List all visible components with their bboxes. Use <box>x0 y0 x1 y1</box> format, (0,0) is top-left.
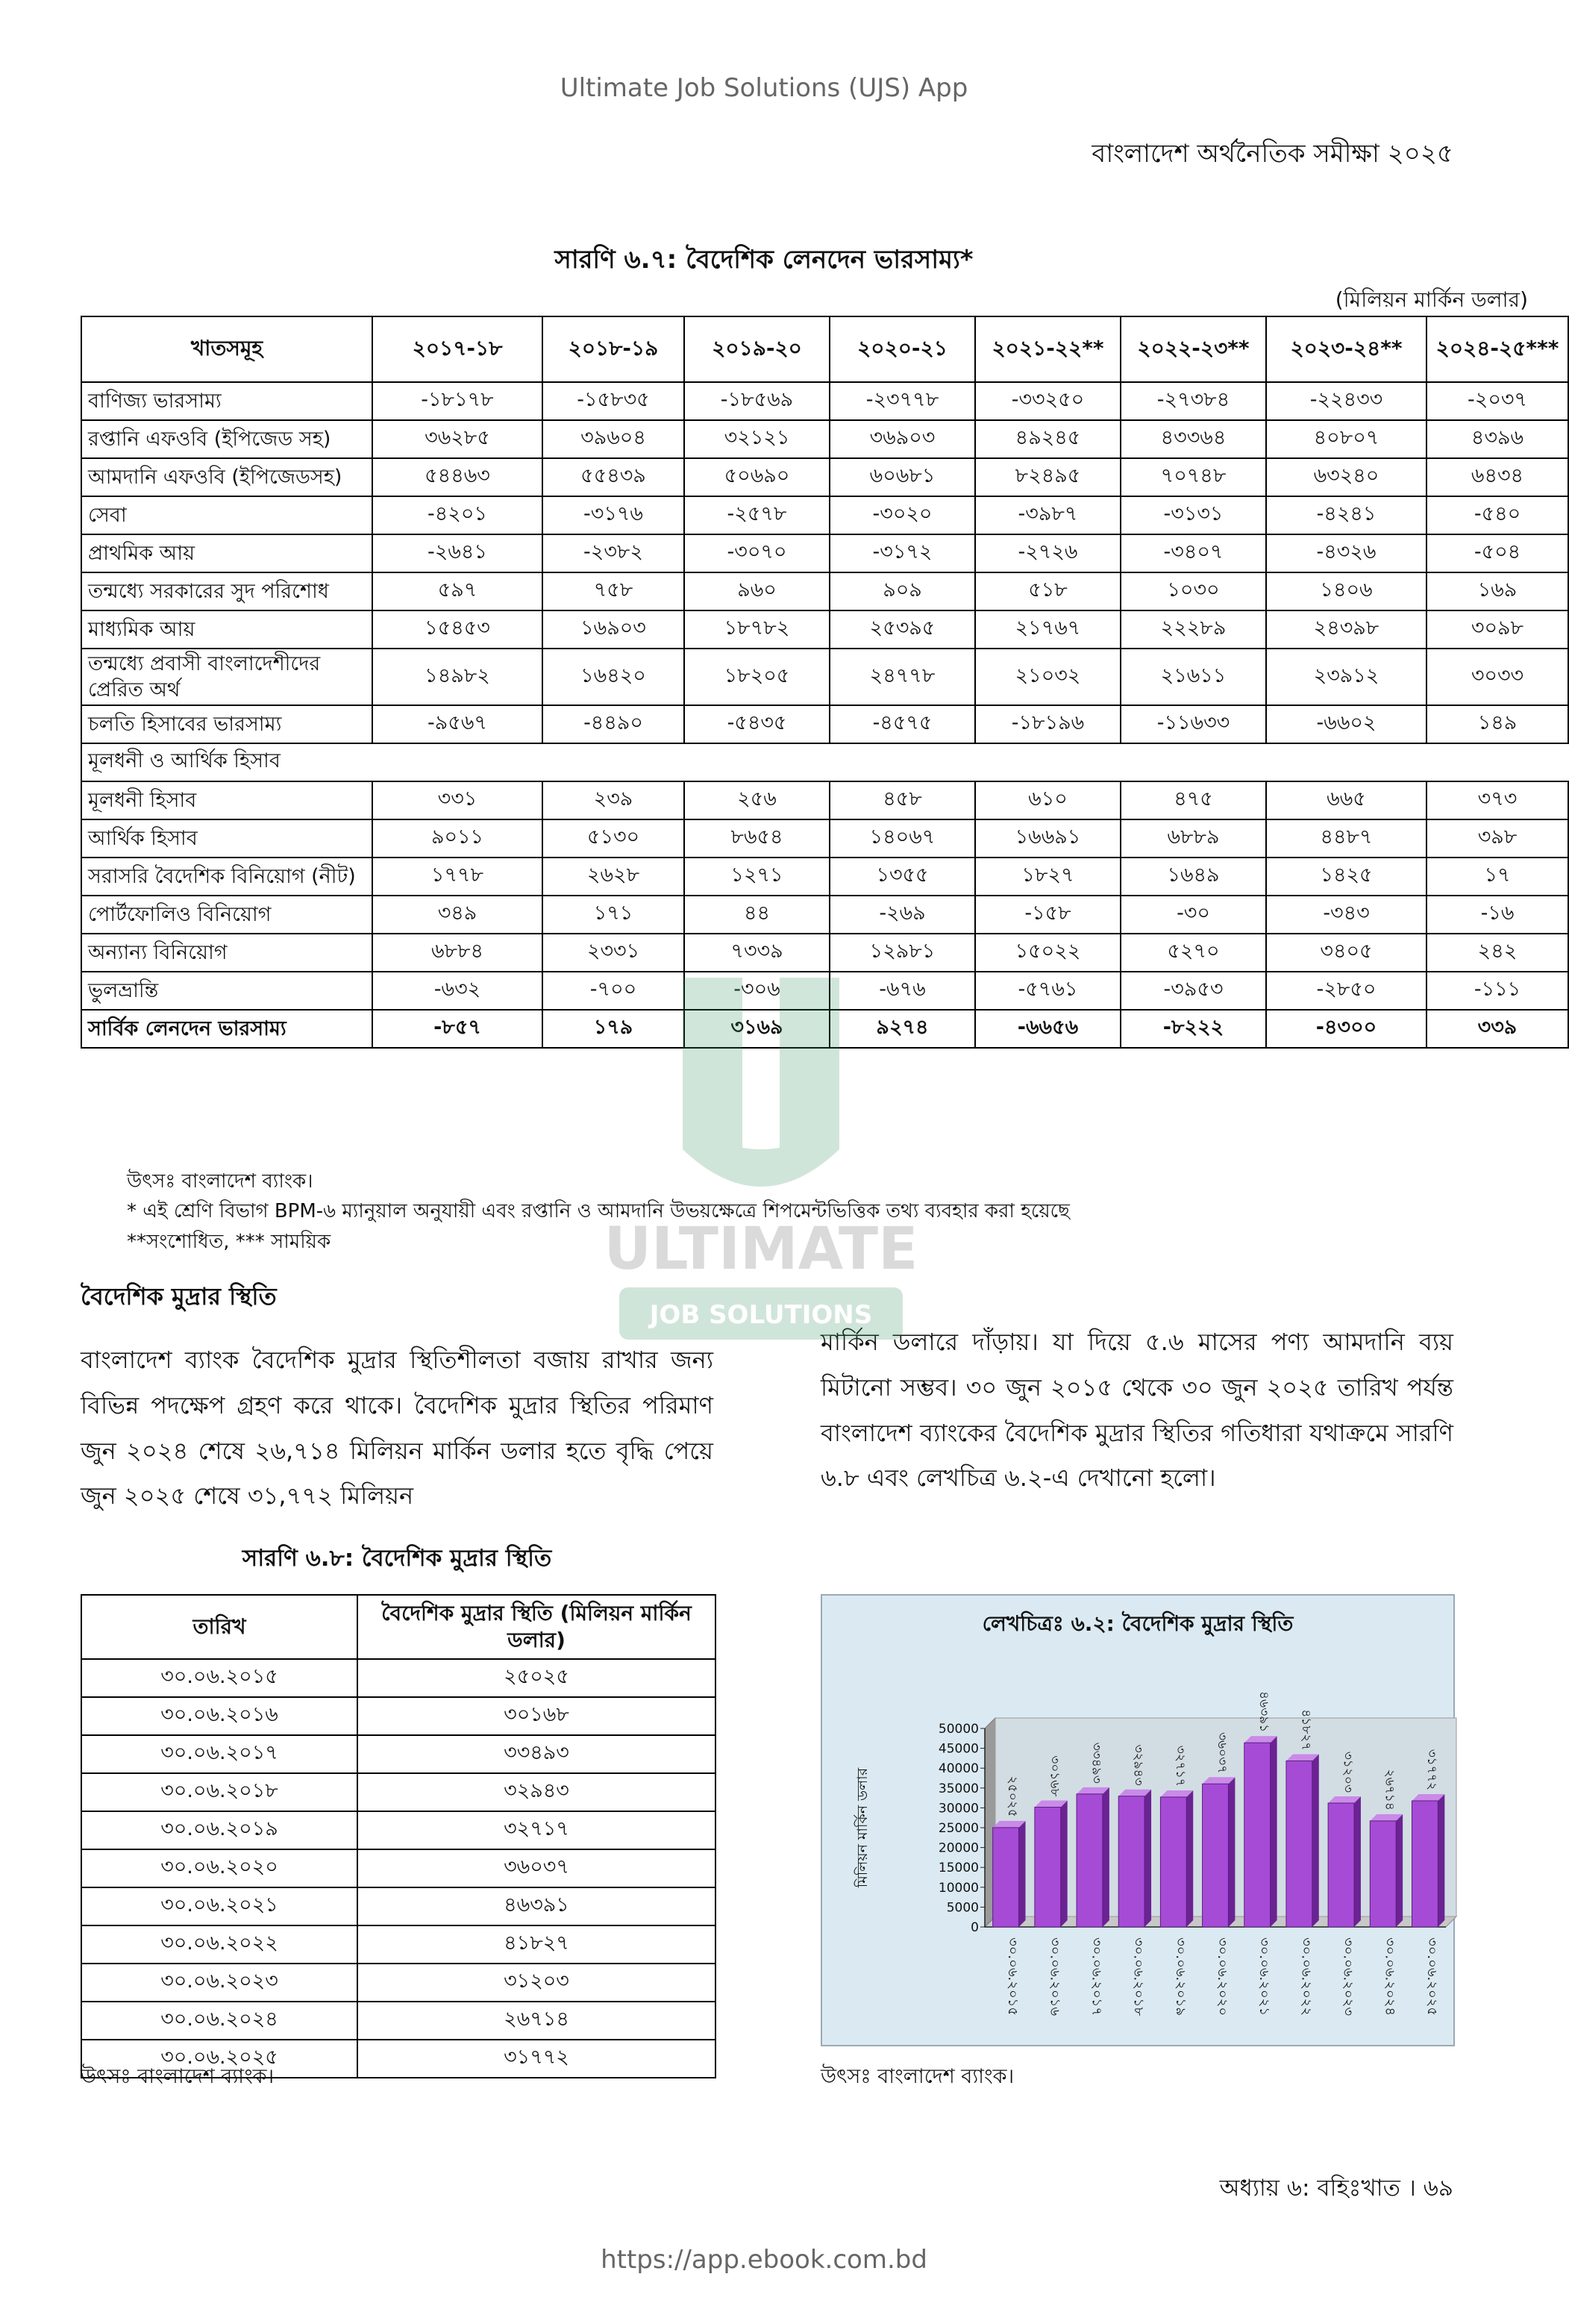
table-cell: ২৪২ <box>1426 934 1568 972</box>
table-header-row <box>81 316 1568 382</box>
x-tick-label: ৩০.০৬.২০২৪ <box>1382 1937 1398 2017</box>
table-cell: ৩১৬৯ <box>684 1010 830 1048</box>
chart-source: উৎসঃ বাংলাদেশ ব্যাংক। <box>821 2065 1015 2088</box>
table-cell: -৩৯৫৩ <box>1121 972 1266 1010</box>
data-label: ৩৩৪৯৩ <box>1089 1742 1104 1784</box>
source-note: উৎসঃ বাংলাদেশ ব্যাংক। <box>127 1170 313 1193</box>
column-header: ২০১৭-১৮ <box>372 316 542 382</box>
data-label: ২৬৭১৪ <box>1382 1769 1397 1811</box>
reserve-cell: ৩১৭৭২ <box>357 2040 715 2078</box>
table-cell: ৫৫৪৩৯ <box>542 458 684 496</box>
table-cell: ৪৩৯৬ <box>1426 420 1568 458</box>
bar-side <box>1186 1790 1193 1927</box>
x-tick-label: ৩০.০৬.২০২২ <box>1298 1937 1315 2017</box>
table-row <box>81 934 1568 972</box>
table-cell: ৩৯৮ <box>1426 819 1568 858</box>
column-header: খাতসমূহ <box>81 316 372 382</box>
table-6-8-title: সারণি ৬.৮: বৈদেশিক মুদ্রার স্থিতি <box>242 1545 552 1572</box>
table-row <box>81 610 1568 649</box>
table-cell: -৮৫৭ <box>372 1010 542 1048</box>
paragraph-right: মার্কিন ডলারে দাঁড়ায়। যা দিয়ে ৫.৬ মাসের পণ্য আমদানি ব্যয় মিটানো সম্ভব। ৩০ জুন ২০১৫ থেকে ৩০ জুন ২০২৫ তারিখ পর্যন্ত বাংলাদেশ ব্যাংকের বৈদেশিক মুদ্রার স্থিতির গতিধারা যথাক্রমে সারণি ৬.৮ এবং লেখচিত্র ৬.২-এ দেখানো হলো। <box>821 1328 1453 1493</box>
bar <box>1370 1821 1396 1927</box>
table-cell: -৩৪৩ <box>1266 896 1426 934</box>
table-cell: ৫১৩০ <box>542 819 684 858</box>
row-label: তন্মধ্যে প্রবাসী বাংলাদেশীদের প্রেরিত অর্থ <box>81 649 372 705</box>
column-header: ২০২৩-২৪** <box>1266 316 1426 382</box>
table-cell: ৭৫৮ <box>542 572 684 610</box>
table-cell: -৭০০ <box>542 972 684 1010</box>
app-title: Ultimate Job Solutions (UJS) App <box>560 73 968 103</box>
reserve-cell: ৪৬৩৯১ <box>357 1887 715 1925</box>
table-cell: -৬৩২ <box>372 972 542 1010</box>
watermark-text: ULTIMATE <box>604 1216 918 1283</box>
table-cell: ৩৭৩ <box>1426 781 1568 819</box>
date-cell: ৩০.০৬.২০১৮ <box>81 1773 357 1811</box>
y-tick-label: 20000 <box>938 1840 979 1856</box>
table-cell: -৩১৭৬ <box>542 496 684 534</box>
table-6-7-unit: (মিলিয়ন মার্কিন ডলার) <box>1335 287 1528 312</box>
table-cell: ১৭৭৮ <box>372 858 542 896</box>
table-cell: ১২৭১ <box>684 858 830 896</box>
table-cell: ৯০১১ <box>372 819 542 858</box>
row-label: সেবা <box>81 496 372 534</box>
data-label: ৪১৮২৭ <box>1298 1709 1314 1751</box>
table-cell: ৬৩২৪০ <box>1266 458 1426 496</box>
reserve-cell: ৩০১৬৮ <box>357 1697 715 1735</box>
column-header: ২০২৪-২৫*** <box>1426 316 1568 382</box>
y-tick-label: 15000 <box>938 1861 979 1876</box>
table-cell: -৪৪৯০ <box>542 705 684 743</box>
table-cell: -৯৫৬৭ <box>372 705 542 743</box>
bar <box>1077 1794 1103 1927</box>
y-tick-label: 30000 <box>938 1801 979 1817</box>
table-cell: -৪৫৭৫ <box>830 705 975 743</box>
bar <box>1035 1808 1061 1927</box>
table-cell: -৩৩২৫০ <box>975 382 1121 420</box>
table-cell: ৬৪৩৪ <box>1426 458 1568 496</box>
y-tick-label: 5000 <box>946 1900 979 1916</box>
table-row <box>81 534 1568 572</box>
table-cell: ৪৫৮ <box>830 781 975 819</box>
table-cell: ৪০৮০৭ <box>1266 420 1426 458</box>
table-cell: -৪৩০০ <box>1266 1010 1426 1048</box>
y-tick-label: 40000 <box>938 1761 979 1777</box>
foreign-reserve-table <box>81 1594 716 2078</box>
table-cell: ৩৪০৫ <box>1266 934 1426 972</box>
table-cell: ১৮৭৮২ <box>684 610 830 649</box>
table-cell: ২৫৬ <box>684 781 830 819</box>
data-label: ৩০১৬৮ <box>1047 1755 1062 1797</box>
row-label: আমদানি এফওবি (ইপিজেডসহ) <box>81 458 372 496</box>
table-cell: ১৭৯ <box>542 1010 684 1048</box>
table-cell: ৬৮৮৯ <box>1121 819 1266 858</box>
x-tick-label: ৩০.০৬.২০১৮ <box>1130 1937 1147 2017</box>
table-cell: ৪৯২৪৫ <box>975 420 1121 458</box>
table-cell: ২৬২৮ <box>542 858 684 896</box>
table-6-7-notes <box>127 1166 1070 1257</box>
table-cell: -২২৪৩৩ <box>1266 382 1426 420</box>
bar <box>1412 1801 1438 1927</box>
balance-of-payments-table <box>81 316 1569 1049</box>
bar <box>1244 1743 1271 1927</box>
table-6-8-source: উৎসঃ বাংলাদেশ ব্যাংক। <box>81 2065 275 2088</box>
row-label: পোর্টফোলিও বিনিয়োগ <box>81 896 372 934</box>
y-tick-label: 10000 <box>938 1880 979 1896</box>
table-cell: -১৮১৯৬ <box>975 705 1121 743</box>
table-cell: -৫৪৩৫ <box>684 705 830 743</box>
table-cell: -৩০৬ <box>684 972 830 1010</box>
data-label: ৩২৯৪৩ <box>1130 1744 1146 1786</box>
table-cell: ৪৪৮৭ <box>1266 819 1426 858</box>
reserve-cell: ৪১৮২৭ <box>357 1925 715 1964</box>
x-tick-label: ৩০.০৬.২০১৬ <box>1047 1937 1063 2017</box>
x-tick-label: ৩০.০৬.২০২০ <box>1215 1937 1230 2017</box>
table-cell: ৯২৭৪ <box>830 1010 975 1048</box>
table-cell: -৩১৭২ <box>830 534 975 572</box>
row-label: আর্থিক হিসাব <box>81 819 372 858</box>
data-label: ৪৬৩৯১ <box>1256 1690 1272 1733</box>
row-label: বাণিজ্য ভারসাম্য <box>81 382 372 420</box>
table-cell: ১০৩০ <box>1121 572 1266 610</box>
table-row <box>81 458 1568 496</box>
data-label: ২৫০২৫ <box>1005 1775 1021 1817</box>
table-cell: -৩০৭০ <box>684 534 830 572</box>
table-row <box>81 1659 715 1697</box>
methodology-note: * এই শ্রেণি বিভাগ BPM-৬ ম্যানুয়াল অনুযায়ী এবং রপ্তানি ও আমদানি উভয়ক্ষেত্রে শিপমেন্টভিত্তিক তথ্য ব্যবহার করা হয়েছে <box>127 1200 1070 1223</box>
table-cell: ৩০৩৩ <box>1426 649 1568 705</box>
table-cell: -৩০ <box>1121 896 1266 934</box>
table-cell: -১৮১৭৮ <box>372 382 542 420</box>
table-cell: -২০৩৭ <box>1426 382 1568 420</box>
table-cell: ৬১০ <box>975 781 1121 819</box>
table-cell: ১৪০৬৭ <box>830 819 975 858</box>
page-footer: অধ্যায় ৬: বহিঃখাত । ৬৯ <box>1219 2175 1453 2202</box>
table-header-row <box>81 1595 715 1659</box>
table-cell: ৩৩১ <box>372 781 542 819</box>
table-cell: ৩৪৯ <box>372 896 542 934</box>
table-cell: ২৩৯ <box>542 781 684 819</box>
column-header: ২০১৮-১৯ <box>542 316 684 382</box>
table-cell: ২২২৮৯ <box>1121 610 1266 649</box>
table-cell: -৬৬০২ <box>1266 705 1426 743</box>
table-row <box>81 649 1568 705</box>
table-row <box>81 1697 715 1735</box>
table-cell: ৫৯৭ <box>372 572 542 610</box>
table-cell: ১৬৪২০ <box>542 649 684 705</box>
table-cell: -৫৭৬১ <box>975 972 1121 1010</box>
row-label: মূলধনী ও আর্থিক হিসাব <box>81 743 1568 781</box>
data-label: ৩২৭১৭ <box>1172 1745 1188 1787</box>
table-cell: -১৫৮৩৫ <box>542 382 684 420</box>
bar <box>1118 1796 1144 1927</box>
reserve-cell: ২৬৭১৪ <box>357 2002 715 2040</box>
table-cell: -২৩৭৭৮ <box>830 382 975 420</box>
table-cell: -২৫৭৮ <box>684 496 830 534</box>
row-label: সরাসরি বৈদেশিক বিনিয়োগ (নীট) <box>81 858 372 896</box>
table-cell: -১৫৮ <box>975 896 1121 934</box>
table-cell: ১৮২০৫ <box>684 649 830 705</box>
table-row <box>81 572 1568 610</box>
column-header: ২০২২-২৩** <box>1121 316 1266 382</box>
document-title: বাংলাদেশ অর্থনৈতিক সমীক্ষা ২০২৫ <box>1092 139 1453 169</box>
table-cell: ১৬৯০৩ <box>542 610 684 649</box>
x-tick-label: ৩০.০৬.২০২৫ <box>1424 1937 1440 2017</box>
table-cell: ৪৭৫ <box>1121 781 1266 819</box>
section-heading: বৈদেশিক মুদ্রার স্থিতি <box>81 1282 277 1311</box>
bar-side <box>1061 1801 1068 1927</box>
bar-side <box>1228 1777 1235 1927</box>
y-tick-label: 45000 <box>938 1741 979 1757</box>
date-cell: ৩০.০৬.২০১৬ <box>81 1697 357 1735</box>
table-cell: ৬০৬৮১ <box>830 458 975 496</box>
table-cell: ৮৬৫৪ <box>684 819 830 858</box>
bar-side <box>1144 1790 1151 1927</box>
x-tick-label: ৩০.০৬.২০১৭ <box>1089 1937 1105 2017</box>
table-cell: ৪৩৩৬৪ <box>1121 420 1266 458</box>
table-row <box>81 2002 715 2040</box>
footer-url: https://app.ebook.com.bd <box>601 2245 927 2275</box>
reserve-chart <box>821 1594 1455 2046</box>
reserve-table-container <box>81 1594 716 2078</box>
table-cell: ৫৪৪৬৩ <box>372 458 542 496</box>
table-cell: ৯০৯ <box>830 572 975 610</box>
column-header: ২০১৯-২০ <box>684 316 830 382</box>
table-cell: ১৬৯ <box>1426 572 1568 610</box>
x-tick-label: ৩০.০৬.২০২১ <box>1256 1937 1273 2017</box>
table-row <box>81 972 1568 1010</box>
table-cell: ৩৯৬০৪ <box>542 420 684 458</box>
revision-note: **সংশোধিত, *** সাময়িক <box>127 1230 331 1253</box>
table-cell: ১৪৯৮২ <box>372 649 542 705</box>
bar-side <box>1396 1814 1403 1927</box>
table-cell: ৩২১২১ <box>684 420 830 458</box>
table-cell: -২৭২৬ <box>975 534 1121 572</box>
reserve-cell: ৩২৭১৭ <box>357 1811 715 1849</box>
table-row <box>81 1811 715 1849</box>
reserve-cell: ৩২৯৪৩ <box>357 1773 715 1811</box>
bar-side <box>1019 1821 1026 1927</box>
date-cell: ৩০.০৬.২০১৯ <box>81 1811 357 1849</box>
table-cell: ৩৬৯০৩ <box>830 420 975 458</box>
x-tick-label: ৩০.০৬.২০২৩ <box>1340 1937 1356 2017</box>
table-cell: -২৬৪১ <box>372 534 542 572</box>
table-row <box>81 382 1568 420</box>
table-cell: -৫৪০ <box>1426 496 1568 534</box>
date-cell: ৩০.০৬.২০২৩ <box>81 1964 357 2002</box>
table-cell: ২৫৩৯৫ <box>830 610 975 649</box>
table-row <box>81 420 1568 458</box>
date-cell: ৩০.০৬.২০১৭ <box>81 1735 357 1773</box>
table-row <box>81 1849 715 1887</box>
x-tick-label: ৩০.০৬.২০১৯ <box>1172 1937 1189 2017</box>
data-label: ৩১২০৩ <box>1340 1751 1356 1793</box>
data-label: ৩১৭৭২ <box>1424 1749 1439 1790</box>
balance-of-payments-table-container <box>81 316 1559 1166</box>
table-cell: -২৭৩৮৪ <box>1121 382 1266 420</box>
bar <box>993 1828 1019 1927</box>
date-cell: ৩০.০৬.২০২১ <box>81 1887 357 1925</box>
table-cell: -১১৬৩৩ <box>1121 705 1266 743</box>
table-cell: -১৬ <box>1426 896 1568 934</box>
table-cell: ১২৯৮১ <box>830 934 975 972</box>
y-axis-label: মিলিয়ন মার্কিন ডলার <box>854 1767 871 1888</box>
bar-side <box>1312 1754 1319 1927</box>
table-cell: -৫০৪ <box>1426 534 1568 572</box>
column-header: বৈদেশিক মুদ্রার স্থিতি (মিলিয়ন মার্কিন ডলার) <box>357 1595 715 1659</box>
column-header: তারিখ <box>81 1595 357 1659</box>
total-row <box>81 1010 1568 1048</box>
table-cell: -২৬৯ <box>830 896 975 934</box>
table-row <box>81 1773 715 1811</box>
table-cell: ৫১৮ <box>975 572 1121 610</box>
date-cell: ৩০.০৬.২০২৪ <box>81 2002 357 2040</box>
table-cell: -২৩৮২ <box>542 534 684 572</box>
y-tick-label: 35000 <box>938 1781 979 1796</box>
table-cell: -৬৭৬ <box>830 972 975 1010</box>
reserve-cell: ৩১২০৩ <box>357 1964 715 2002</box>
table-cell: ৩৬২৮৫ <box>372 420 542 458</box>
table-cell: ১৪২৫ <box>1266 858 1426 896</box>
reserve-cell: ৩৬০৩৭ <box>357 1849 715 1887</box>
table-row <box>81 1887 715 1925</box>
row-label: মাধ্যমিক আয় <box>81 610 372 649</box>
table-cell: -৩৪০৭ <box>1121 534 1266 572</box>
x-tick-label: ৩০.০৬.২০১৫ <box>1005 1937 1021 2017</box>
table-row <box>81 896 1568 934</box>
table-cell: -৮২২২ <box>1121 1010 1266 1048</box>
table-cell: ৪৪ <box>684 896 830 934</box>
table-cell: ৬৬৫ <box>1266 781 1426 819</box>
bar-side <box>1438 1794 1444 1927</box>
row-label: সার্বিক লেনদেন ভারসাম্য <box>81 1010 372 1048</box>
row-label: রপ্তানি এফওবি (ইপিজেড সহ) <box>81 420 372 458</box>
table-6-7-title: সারণি ৬.৭: বৈদেশিক লেনদেন ভারসাম্য* <box>554 245 974 275</box>
table-cell: ২৪৭৭৮ <box>830 649 975 705</box>
bar-side <box>1103 1787 1109 1927</box>
reserve-cell: ৩৩৪৯৩ <box>357 1735 715 1773</box>
table-row <box>81 496 1568 534</box>
table-cell: -৩০২০ <box>830 496 975 534</box>
bar <box>1160 1797 1186 1927</box>
date-cell: ৩০.০৬.২০২০ <box>81 1849 357 1887</box>
paragraph-left: বাংলাদেশ ব্যাংক বৈদেশিক মুদ্রার স্থিতিশীলতা বজায় রাখার জন্য বিভিন্ন পদক্ষেপ গ্রহণ করে থাকে। বৈদেশিক মুদ্রার স্থিতির পরিমাণ জুন ২০২৪ শেষে ২৬,৭১৪ মিলিয়ন মার্কিন ডলার হতে বৃদ্ধি পেয়ে জুন ২০২৫ শেষে ৩১,৭৭২ মিলিয়ন <box>81 1346 713 1511</box>
table-cell: -৪২৪১ <box>1266 496 1426 534</box>
table-cell: ৩৩৯ <box>1426 1010 1568 1048</box>
watermark-subtext: JOB SOLUTIONS <box>649 1300 873 1330</box>
table-cell: ১৫০২২ <box>975 934 1121 972</box>
bar <box>1328 1803 1354 1927</box>
table-row <box>81 1735 715 1773</box>
bar <box>1286 1761 1312 1927</box>
date-cell: ৩০.০৬.২০২২ <box>81 1925 357 1964</box>
reserve-cell: ২৫০২৫ <box>357 1659 715 1697</box>
data-label: ৩৬০৩৭ <box>1215 1732 1230 1774</box>
table-cell: -২৮৫০ <box>1266 972 1426 1010</box>
table-cell: ২৪৩৯৮ <box>1266 610 1426 649</box>
table-cell: -৩১৩১ <box>1121 496 1266 534</box>
table-cell: ২১৭৬৭ <box>975 610 1121 649</box>
chart-title: লেখচিত্রঃ ৬.২: বৈদেশিক মুদ্রার স্থিতি <box>982 1611 1294 1636</box>
table-cell: ২৩৩১ <box>542 934 684 972</box>
date-cell: ৩০.০৬.২০২৫ <box>81 2040 357 2078</box>
table-row <box>81 705 1568 743</box>
row-label: মূলধনী হিসাব <box>81 781 372 819</box>
table-cell: ১৭১ <box>542 896 684 934</box>
table-cell: ৬৮৮৪ <box>372 934 542 972</box>
table-cell: ৮২৪৯৫ <box>975 458 1121 496</box>
table-cell: -৪৩২৬ <box>1266 534 1426 572</box>
table-cell: -৩৯৮৭ <box>975 496 1121 534</box>
table-cell: ২১০৩২ <box>975 649 1121 705</box>
bar-side <box>1354 1796 1361 1927</box>
y-tick-label: 25000 <box>938 1821 979 1836</box>
table-cell: ৭৩৩৯ <box>684 934 830 972</box>
table-cell: ১৫৪৫৩ <box>372 610 542 649</box>
column-header: ২০২১-২২** <box>975 316 1121 382</box>
table-row <box>81 819 1568 858</box>
date-cell: ৩০.০৬.২০১৫ <box>81 1659 357 1697</box>
table-cell: ১৮২৭ <box>975 858 1121 896</box>
section-row <box>81 743 1568 781</box>
chart-canvas <box>822 1596 1453 2045</box>
table-cell: ১৬৬৯১ <box>975 819 1121 858</box>
row-label: তন্মধ্যে সরকারের সুদ পরিশোধ <box>81 572 372 610</box>
table-cell: ৩০৯৮ <box>1426 610 1568 649</box>
table-cell: ৫০৬৯০ <box>684 458 830 496</box>
table-cell: ৭০৭৪৮ <box>1121 458 1266 496</box>
table-cell: ১৭ <box>1426 858 1568 896</box>
table-row <box>81 781 1568 819</box>
row-label: ভুলভ্রান্তি <box>81 972 372 1010</box>
table-cell: -১১১ <box>1426 972 1568 1010</box>
table-cell: ৫২৭০ <box>1121 934 1266 972</box>
table-cell: ১৪০৬ <box>1266 572 1426 610</box>
table-cell: -৪২০১ <box>372 496 542 534</box>
column-header: ২০২০-২১ <box>830 316 975 382</box>
table-row <box>81 1925 715 1964</box>
table-cell: ২১৬১১ <box>1121 649 1266 705</box>
table-row <box>81 1964 715 2002</box>
table-cell: -৬৬৫৬ <box>975 1010 1121 1048</box>
table-cell: ১৪৯ <box>1426 705 1568 743</box>
bar-side <box>1271 1736 1277 1927</box>
y-tick-label: 0 <box>971 1920 979 1935</box>
table-cell: ৯৬০ <box>684 572 830 610</box>
bar <box>1203 1784 1229 1927</box>
table-cell: -১৮৫৬৯ <box>684 382 830 420</box>
row-label: প্রাথমিক আয় <box>81 534 372 572</box>
y-tick-label: 50000 <box>938 1722 979 1737</box>
table-cell: ২৩৯১২ <box>1266 649 1426 705</box>
table-row <box>81 858 1568 896</box>
row-label: চলতি হিসাবের ভারসাম্য <box>81 705 372 743</box>
table-cell: ১৬৪৯ <box>1121 858 1266 896</box>
row-label: অন্যান্য বিনিয়োগ <box>81 934 372 972</box>
table-cell: ১৩৫৫ <box>830 858 975 896</box>
